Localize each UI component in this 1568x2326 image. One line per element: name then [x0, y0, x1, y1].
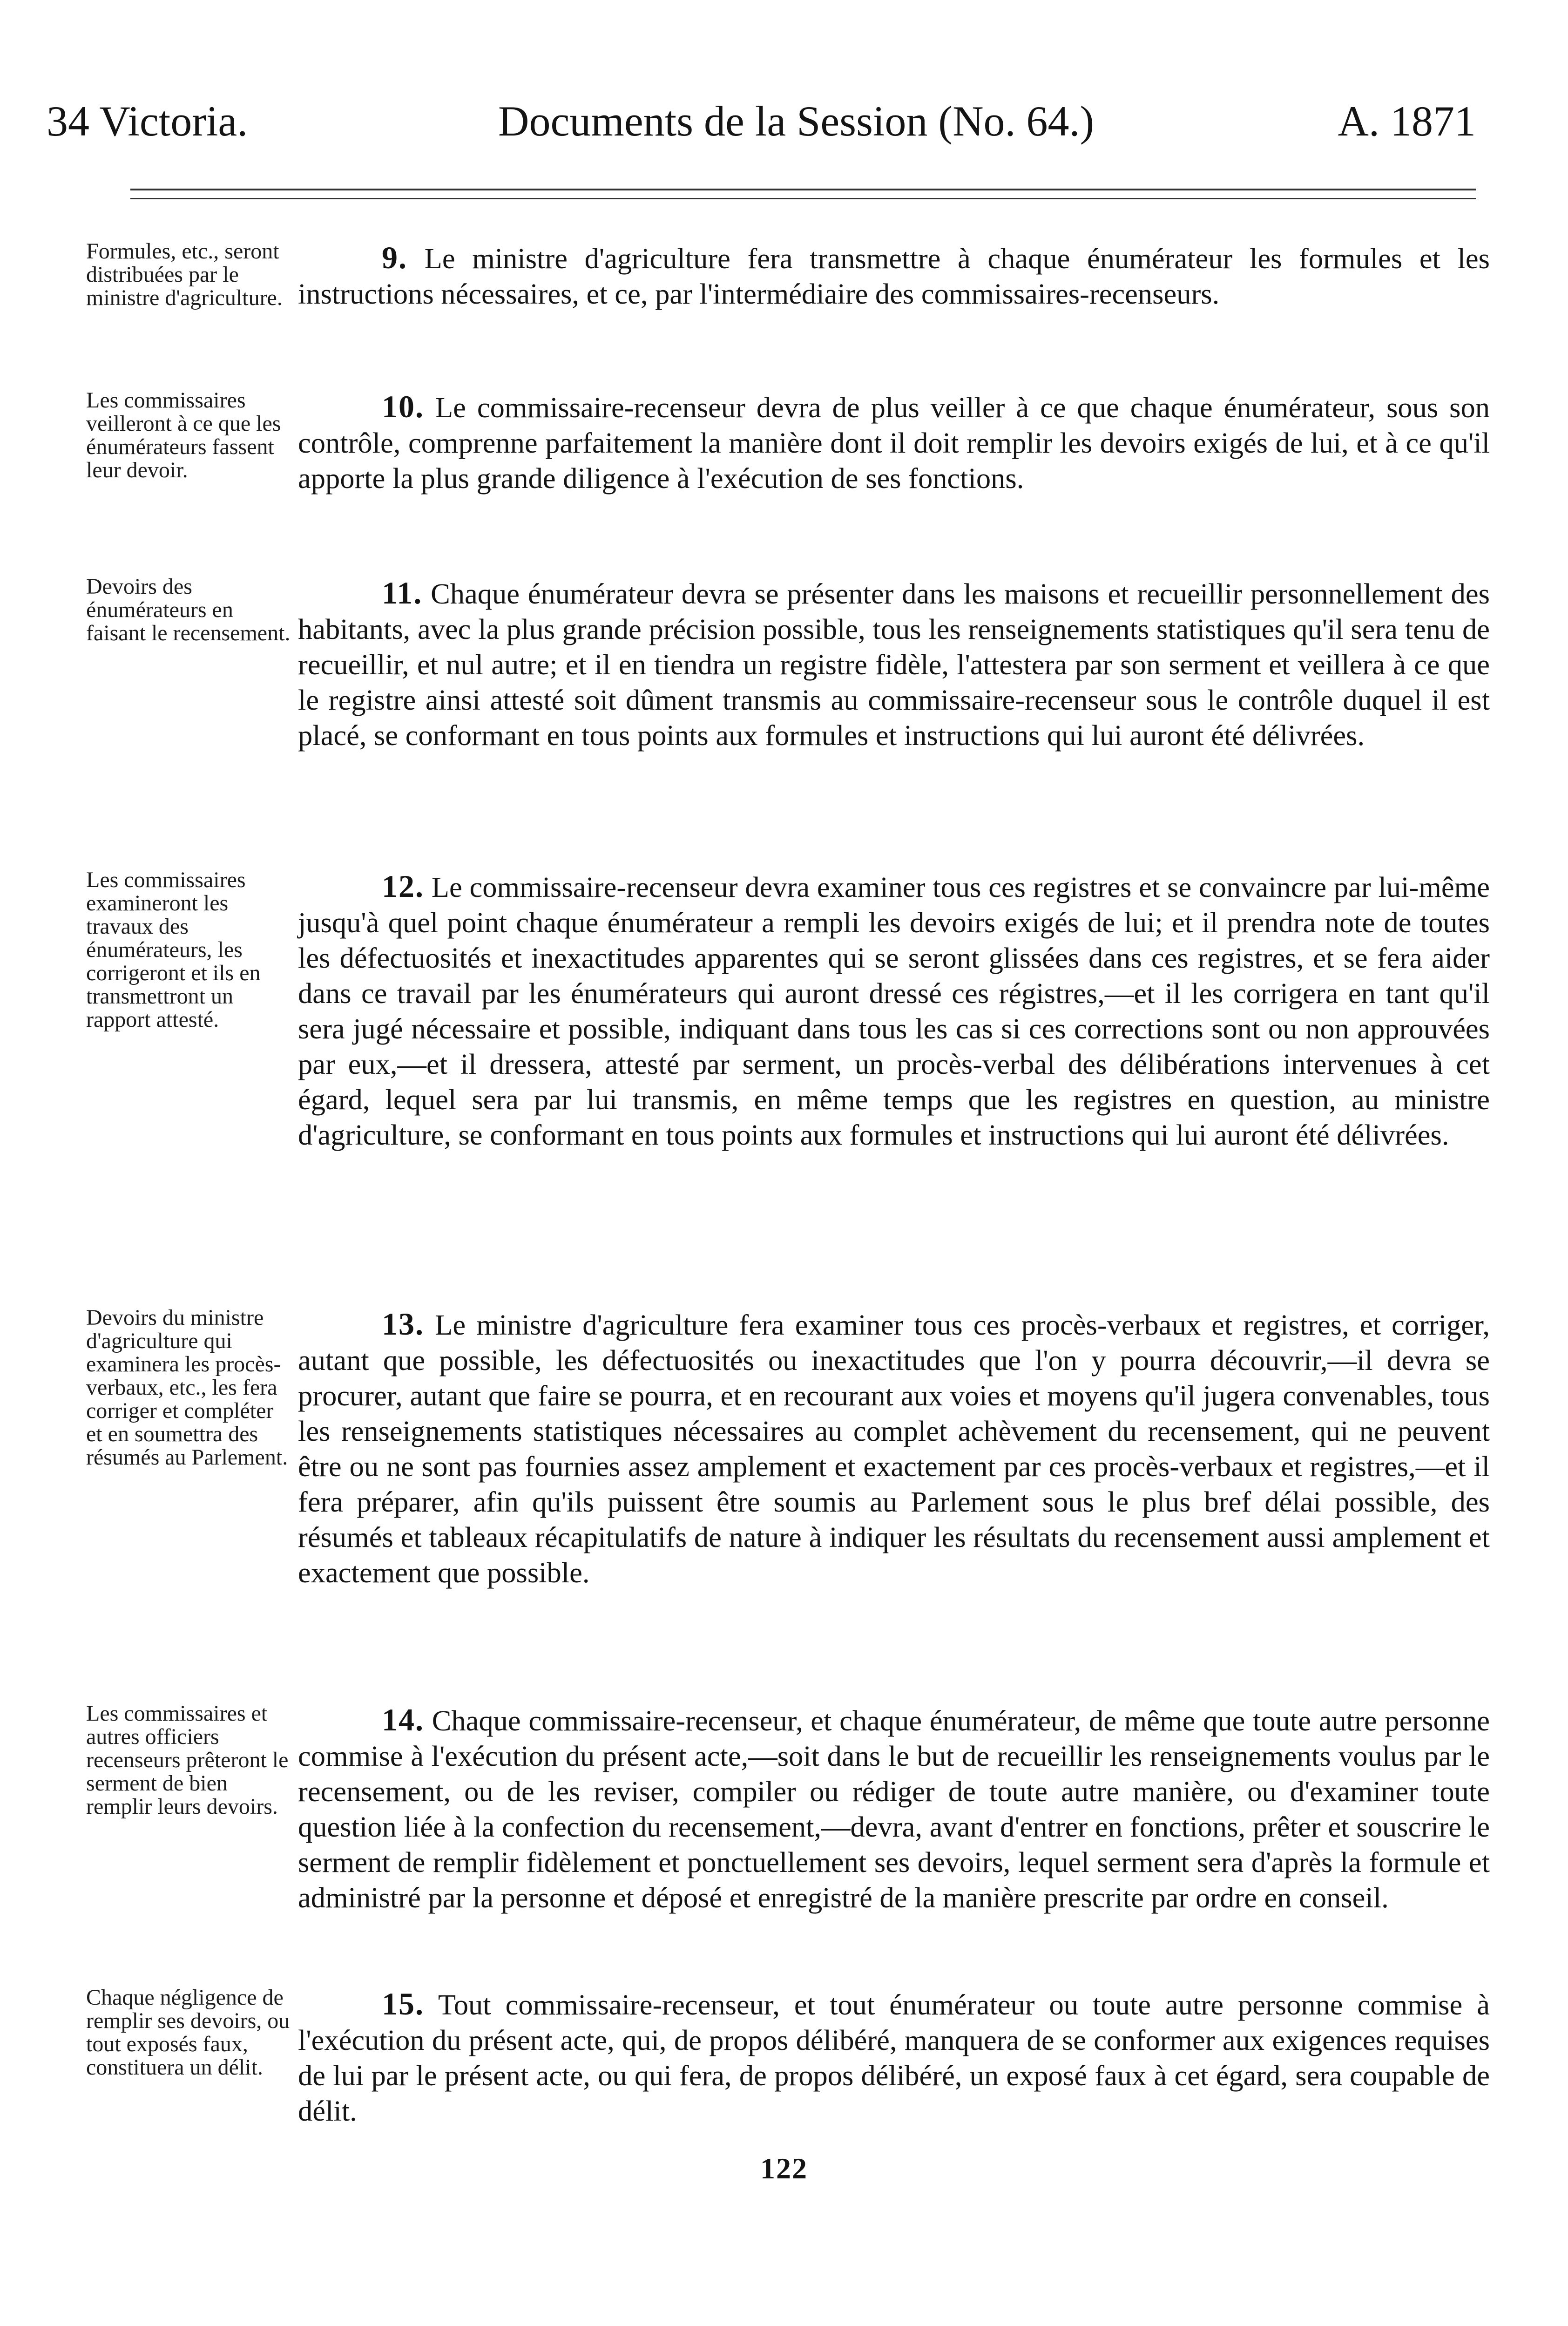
section-number: 15.	[382, 1986, 424, 2021]
section-number: 12.	[382, 868, 424, 904]
header-rule-bottom	[130, 198, 1476, 199]
section-body	[298, 868, 1490, 1153]
section-number: 11.	[382, 575, 423, 610]
section-text: Chaque énumérateur devra se présenter dans les maisons et recueillir personnellement des habitants, avec la plus grande précision possible, tous les renseignements statistiques qu'il sera tenu de recueillir, et nul autre; et il en tiendra un registre fidèle, l'attestera par son serment et veillera à ce que le registre ainsi attesté soit dûment transmis au commissaire-recenseur sous le contrôle duquel il est placé, se conformant en tous points aux formules et instructions qui lui auront été délivrées.	[298, 577, 1490, 752]
header-rule-top	[130, 189, 1476, 190]
header-year: A. 1871	[1338, 97, 1476, 145]
margin-note: Devoirs du ministre d'agriculture qui examinera les procès-verbaux, etc., les fera corriger et compléter et en soumettra des résumés au Parlement.	[86, 1305, 288, 1470]
section-number: 9.	[382, 240, 407, 275]
section-body	[298, 1986, 1490, 2129]
header-document-title: Documents de la Session (No. 64.)	[498, 97, 1095, 145]
section-body	[298, 389, 1490, 496]
section-body	[298, 1702, 1490, 1915]
margin-note: Les commissaires et autres officiers recenseurs prêteront le serment de bien remplir leurs devoirs.	[86, 1701, 289, 1819]
section-number: 13.	[382, 1306, 424, 1342]
margin-note: Formules, etc., seront distribuées par le ministre d'agriculture.	[86, 239, 283, 310]
margin-note: Chaque négligence de remplir ses devoirs, ou tout exposés faux, constituera un délit.	[86, 1985, 290, 2080]
section-number: 10.	[382, 389, 424, 424]
margin-note: Les commissaires examineront les travaux des énumérateurs, les corrigeront et ils en transmettront un rapport attesté.	[86, 868, 261, 1032]
section-text: Chaque commissaire-recenseur, et chaque énumérateur, de même que toute autre personne commise à l'exécution du présent acte,—soit dans le but de recueillir les renseignements voulus par le recensement, ou de les reviser, compiler ou rédiger de toute autre manière, ou d'examiner toute question liée à la confection du recensement,—devra, avant d'entrer en fonctions, prêter et souscrire le serment de remplir fidèlement et ponctuellement ses devoirs, lequel serment sera d'après la formule et administré par la personne et déposé et enregistré de la manière prescrite par ordre en conseil.	[298, 1704, 1490, 1914]
section-text: Le commissaire-recenseur devra examiner tous ces registres et se convaincre par lui-même jusqu'à quel point chaque énumérateur a rempli les devoirs exigés de lui; et il prendra note de toutes les défectuosités et inexactitudes apparentes qui se seront glissées dans ces registres, et se fera aider dans ce travail par les énumérateurs qui auront dressé ces régistres,—et il les corrigera en tant qu'il sera jugé nécessaire et possible, indiquant dans tous les cas si ces corrections sont ou non approuvées par eux,—et il dressera, attesté par serment, un procès-verbal des délibérations intervenues à cet égard, lequel sera par lui transmis, en même temps que les registres en question, au ministre d'agriculture, se conformant en tous points aux formules et instructions qui lui auront été délivrées.	[298, 871, 1490, 1151]
section-body	[298, 240, 1490, 312]
section-text: Tout commissaire-recenseur, et tout énumérateur ou toute autre personne commise à l'exécution du présent acte, qui, de propos délibéré, manquera de se conformer aux exigences requises de lui par le présent acte, ou qui fera, de propos délibéré, un exposé faux à cet égard, sera coupable de délit.	[298, 1988, 1490, 2127]
header-regnal-year: 34 Victoria.	[47, 97, 248, 145]
section-text: Le ministre d'agriculture fera transmettre à chaque énumérateur les formules et les instructions nécessaires, et ce, par l'intermédiaire des commissaires-recenseurs.	[298, 242, 1490, 310]
section-body	[298, 1306, 1490, 1590]
margin-note: Devoirs des énumérateurs en faisant le recensement.	[86, 574, 291, 645]
section-body	[298, 575, 1490, 753]
section-text: Le ministre d'agriculture fera examiner tous ces procès-verbaux et registres, et corriger, autant que possible, les défectuosités ou inexactitudes que l'on y pourra découvrir,—il devra se procurer, autant que faire se pourra, et en recourant aux voies et moyens qu'il jugera convenables, tous les renseignements statistiques nécessaires au complet achèvement du recensement, qui ne peuvent être ou ne sont pas fournies assez amplement et exactement par ces procès-verbaux et registres,—et il fera préparer, afin qu'ils puissent être soumis au Parlement sous le plus bref délai possible, des résumés et tableaux récapitulatifs de nature à indiquer les résultats du recensement aussi amplement et exactement que possible.	[298, 1309, 1490, 1589]
running-header	[47, 95, 1476, 147]
page-number: 122	[760, 2152, 808, 2185]
section-number: 14.	[382, 1702, 424, 1737]
margin-note: Les commissaires veilleront à ce que les énumérateurs fassent leur devoir.	[86, 388, 281, 482]
section-text: Le commissaire-recenseur devra de plus veiller à ce que chaque énumérateur, sous son contrôle, comprenne parfaitement la manière dont il doit remplir les devoirs exigés de lui, et à ce qu'il apporte la plus grande diligence à l'exécution de ses fonctions.	[298, 391, 1490, 495]
